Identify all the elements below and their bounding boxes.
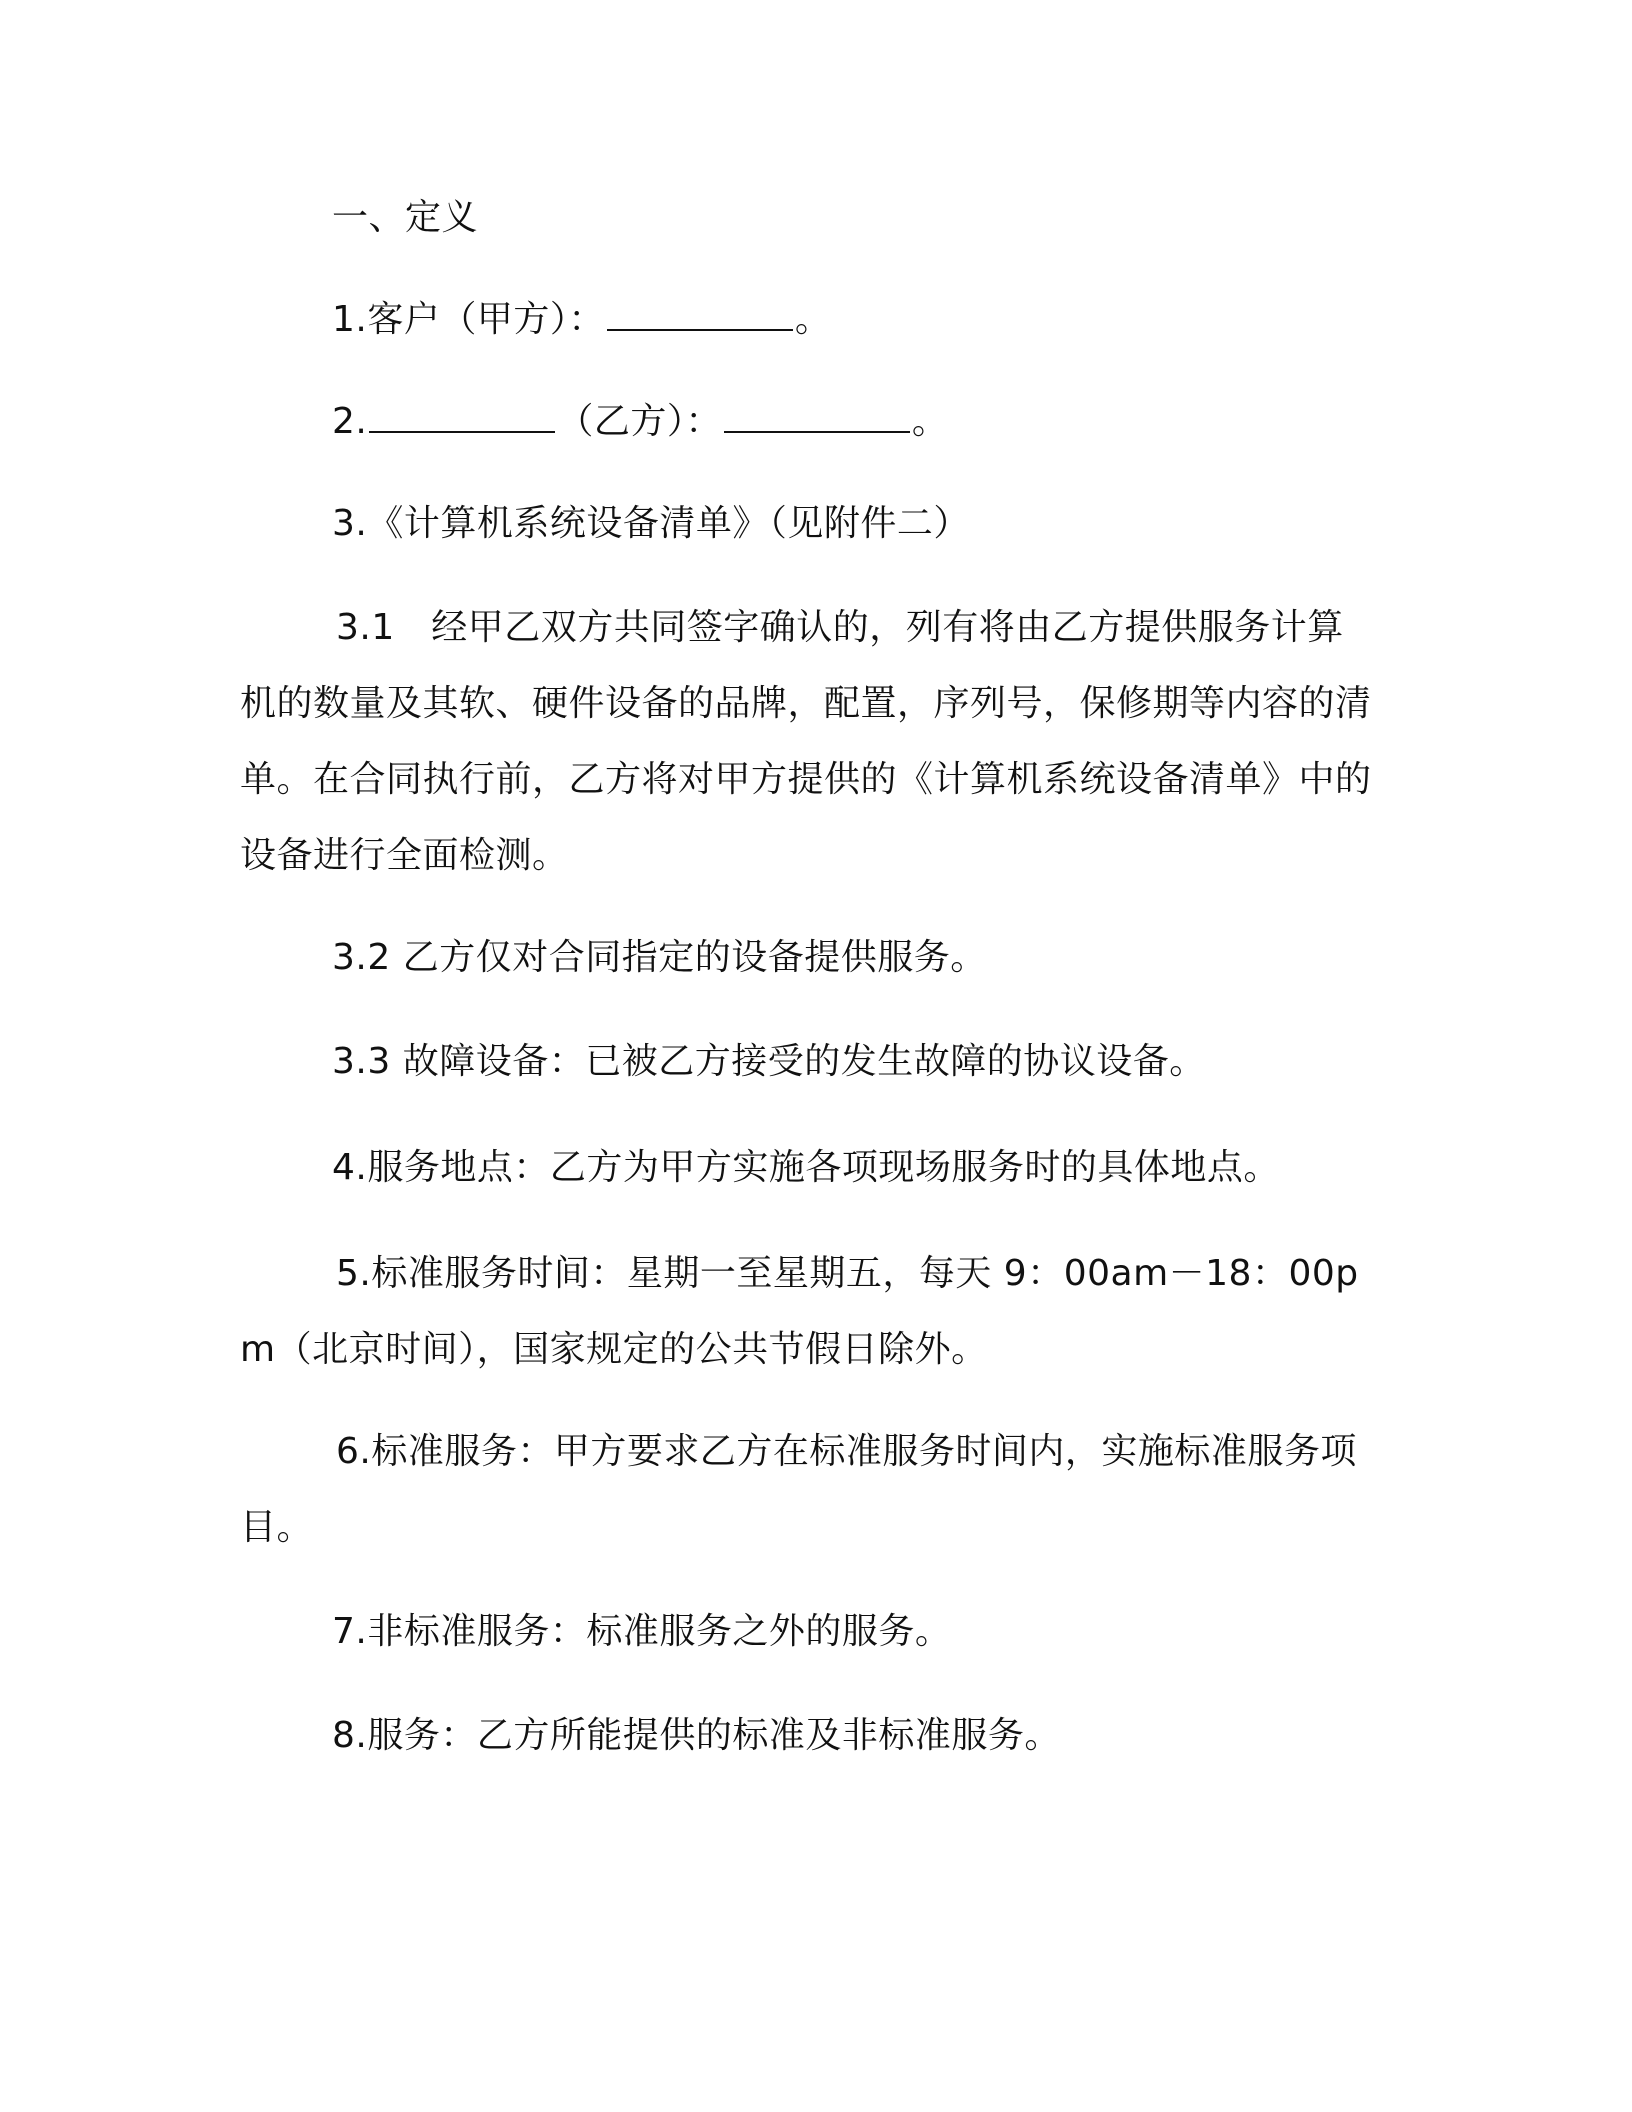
item-3-3: 3.3 故障设备：已被乙方接受的发生故障的协议设备。 [332, 1041, 1206, 1082]
item-5-service-hours: 5.标准服务时间：星期一至星期五，每天 9：00am－18：00pm（北京时间），国家规定的公共节假日除外。 [240, 1253, 1359, 1370]
item-2-prefix: 2. [332, 401, 368, 442]
item-2-provider [332, 384, 1472, 460]
client-blank-field[interactable] [607, 297, 793, 331]
provider-blank-field[interactable] [724, 399, 910, 433]
item-7-nonstandard-service: 7.非标准服务：标准服务之外的服务。 [332, 1611, 952, 1652]
item-3-1-paragraph: 3.1 经甲乙双方共同签字确认的，列有将由乙方提供服务计算机的数量及其软、硬件设备的品牌，配置，序列号，保修期等内容的清单。在合同执行前，乙方将对甲方提供的《计算机系统设备清单》中的设备进行全面检测。 [240, 607, 1372, 876]
item-1-suffix: 。 [794, 299, 832, 340]
item-3-equipment-list: 3.《计算机系统设备清单》（见附件二） [332, 503, 970, 544]
item-6-standard-service: 6.标准服务：甲方要求乙方在标准服务时间内，实施标准服务项目。 [240, 1431, 1357, 1548]
item-2-middle: （乙方）： [557, 401, 722, 442]
section-heading: 一、定义 [332, 197, 479, 238]
item-2-suffix: 。 [911, 401, 949, 442]
item-8-service: 8.服务：乙方所能提供的标准及非标准服务。 [332, 1715, 1061, 1756]
provider-name-blank-field[interactable] [369, 399, 555, 433]
item-3-2: 3.2 乙方仅对合同指定的设备提供服务。 [332, 937, 987, 978]
item-1-client [332, 282, 1472, 358]
item-4-service-location: 4.服务地点：乙方为甲方实施各项现场服务时的具体地点。 [332, 1147, 1280, 1188]
item-1-prefix: 1.客户（甲方）： [332, 299, 605, 340]
